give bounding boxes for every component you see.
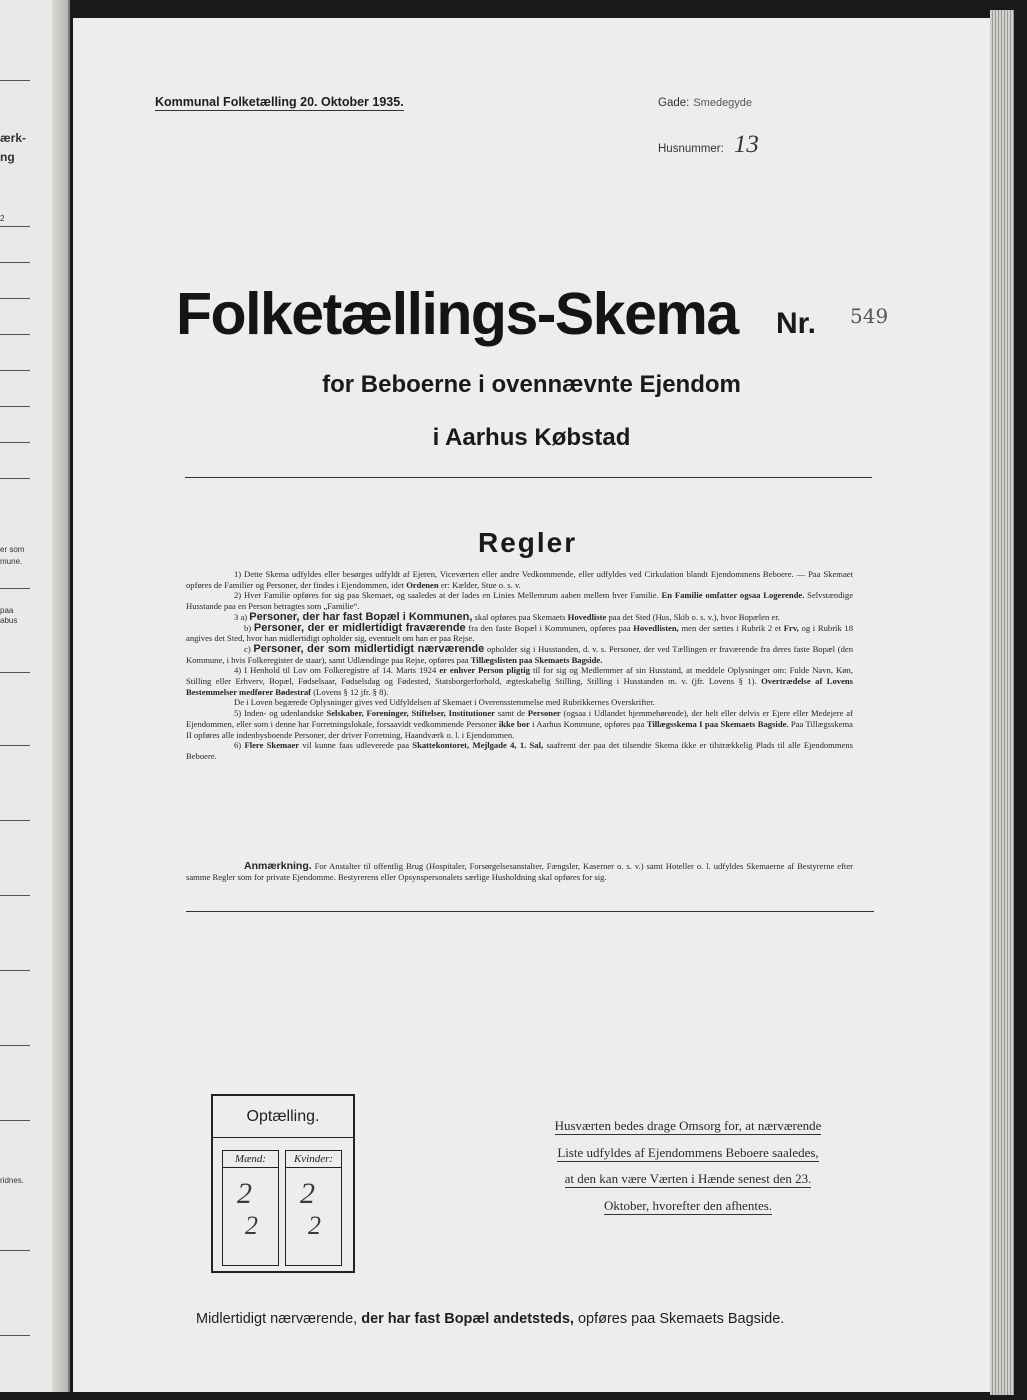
- house-number-label: Husnummer:: [658, 143, 724, 155]
- rule-6: 6) Flere Skemaer vil kunne faas udleverede paa Skattekontoret, Mejlgade 4, 1. Sal, saafremt der paa det tilsendte Skema ikke er tilstrækkelig Plads til alle Ejendommens Beboere.: [186, 740, 853, 761]
- rule-4: 4) I Henhold til Lov om Folkeregistre af 14. Marts 1924 er enhver Person pligtig til for sig og Medlemmer af sin Husstand, at meddele Oplysninger om: Fulde Navn, Køn, Stilling eller Erhverv, Bopæl, Fødselsaar, Fødselsdag og Fødested, Statsborgerforhold, ægteskabelig Stilling, Stilling i Husstanden m. v. (jfr. Lovens § 1). Overtrædelse af Lovens Bestemmelser medfører Bødestraf (Lovens § 12 jfr. § 8).: [186, 665, 854, 697]
- left-fragment: ærk-: [0, 131, 27, 145]
- count-title: Optælling.: [213, 1096, 353, 1138]
- rule-3a: 3 a) Personer, der har fast Bopæl i Kommunen, skal opføres paa Skemaets Hovedliste paa det Sted (Hus, Skib o. s. v.), hvor Bopælen er.: [234, 610, 780, 623]
- left-rule: [0, 370, 30, 371]
- number-label: Nr.: [776, 307, 817, 340]
- left-rule: [0, 672, 30, 673]
- page-stack-edge: [990, 10, 1014, 1395]
- rule-5: 5) Inden- og udenlandske Selskaber, Foreninger, Stiftelser, Institutioner samt de Personer (ogsaa i Udlandet hjemmehørende), der helt eller delvis er Ejere eller Medejere af Ejendommen, eller som i denne har Forretningslokale, forsaavidt vedkommende Personer ikke bor i Aarhus Kommune, opføres paa Tillægsskema I paa Skemaets Bagside. Paa Tillægsskema II opføres alle indenbysboende Personer, der driver Forretning, Haandværk o. l. i Ejendommen.: [186, 708, 853, 740]
- street-field: [658, 93, 752, 111]
- rule-2: 2) Hver Familie opføres for sig paa Skemaet, og saaledes at der lades en Linies Mellemrum aaben mellem hver Familie. En Familie omfatter ogsaa Logerende. Selvstændige Husstande paa en Person betragtes som „Familie“.: [186, 590, 854, 612]
- left-rule: [0, 334, 30, 335]
- women-label: Kvinder:: [286, 1151, 341, 1168]
- landlord-instruction: [513, 1113, 863, 1219]
- left-rule: [0, 745, 30, 746]
- form-subtitle: for Beboerne i ovennævnte Ejendom: [322, 371, 741, 398]
- rule-1: 1) Dette Skema udfyldes eller besørges udfyldt af Ejeren, Viceværten eller andre Vedkommende, eller udfyldes ved Cirkulation blandt Ejendommens Beboere. — Paa Skemaet opføres de Familier og Personer, der findes i Ejendommen, idet Ordenen er: Kælder, Stue o. s. v.: [186, 569, 853, 590]
- left-fragment: mune.: [0, 557, 23, 566]
- house-number-value: 13: [733, 131, 759, 158]
- note-text: For Anstalter til offentlig Brug (Hospitaler, Forsørgelsesanstalter, Fængsler, Kaserner o. s. v.) samt Hoteller o. l. udfyldes Skemaerne af Bestyrerne efter samme Regler som for private Ejendomme. Bestyrerens eller Opsynspersonalets særlige Husholdning skal opføres for sig.: [186, 861, 853, 882]
- rules-heading: Regler: [478, 527, 578, 558]
- form-location: i Aarhus Købstad: [432, 424, 631, 451]
- left-rule: [0, 80, 30, 81]
- rule-3b: b) Personer, der er midlertidigt fraværende fra den faste Bopæl i Kommunen, opføres paa Hovedlisten, men der sættes i Rubrik 2 et Frv, og i Rubrik 18 angives det Sted, hvor han midlertidigt opholder sig, eventuelt om han er paa Rejse.: [186, 621, 854, 644]
- form-title: Folketællings-Skema: [176, 281, 738, 347]
- left-rule: [0, 1120, 30, 1121]
- footer-note: Midlertidigt nærværende, der har fast Bopæl andetsteds, opføres paa Skemaets Bagside.: [196, 1311, 785, 1327]
- divider: [186, 911, 874, 912]
- left-rule: [0, 1045, 30, 1046]
- women-tally: 2: [300, 1177, 315, 1210]
- men-tally: 2: [237, 1177, 252, 1210]
- left-rule: [0, 406, 30, 407]
- left-rule: [0, 442, 30, 443]
- men-count: [222, 1150, 279, 1266]
- left-rule: [0, 588, 30, 589]
- rules-text: [186, 569, 853, 762]
- left-rule: [0, 298, 30, 299]
- note: [186, 861, 853, 882]
- left-page-edge: [0, 0, 70, 1392]
- page-fold: [52, 0, 68, 1392]
- form-number: 549: [850, 304, 889, 328]
- left-rule: [0, 1250, 30, 1251]
- count-box: [211, 1094, 355, 1273]
- left-rule: [0, 820, 30, 821]
- rule-3c: c) Personer, der som midlertidigt nærværende opholder sig i Husstanden, d. v. s. Personer, der ved Tællingen er fraværende fra deres faste Bopæl (den Kommune, i hvis Folkeregister de staar), samt Udlændinge paa Rejse, opføres paa Tillægslisten paa Skemaets Bagside.: [186, 642, 853, 665]
- note-label: Anmærkning.: [244, 860, 312, 872]
- left-fragment: 2: [0, 214, 5, 223]
- instruction-line: Oktober, hvorefter den afhentes.: [603, 1197, 773, 1213]
- left-rule: [0, 895, 30, 896]
- left-rule: [0, 226, 30, 227]
- street-value: Smedegyde: [693, 97, 753, 109]
- left-rule: [0, 262, 30, 263]
- instruction-line: at den kan være Værten i Hænde senest den 23.: [564, 1171, 812, 1186]
- rule-4-cont: De i Loven begærede Oplysninger gives ved Udfyldelsen af Skemaet i Overensstemmelse med Rubrikkernes Overskrifter.: [234, 697, 655, 708]
- divider: [185, 477, 872, 478]
- women-count: [285, 1150, 342, 1266]
- left-fragment: abus: [0, 616, 18, 625]
- left-fragment: paa: [0, 606, 14, 615]
- left-fragment: ridnes.: [0, 1176, 25, 1185]
- census-title: Kommunal Folketælling 20. Oktober 1935.: [155, 95, 404, 109]
- left-fragment: er som: [0, 545, 25, 554]
- instruction-line: Husværten bedes drage Omsorg for, at nærværende: [554, 1118, 822, 1133]
- men-label: Mænd:: [223, 1151, 278, 1168]
- men-value: 2: [245, 1211, 258, 1240]
- left-fragment: ng: [0, 150, 15, 164]
- house-number-field: [658, 131, 759, 159]
- left-rule: [0, 478, 30, 479]
- left-rule: [0, 1335, 30, 1336]
- women-value: 2: [308, 1211, 321, 1240]
- street-label: Gade:: [658, 97, 690, 109]
- left-rule: [0, 970, 30, 971]
- census-form-page: [73, 18, 990, 1392]
- instruction-line: Liste udfyldes af Ejendommens Beboere saaledes,: [557, 1144, 819, 1160]
